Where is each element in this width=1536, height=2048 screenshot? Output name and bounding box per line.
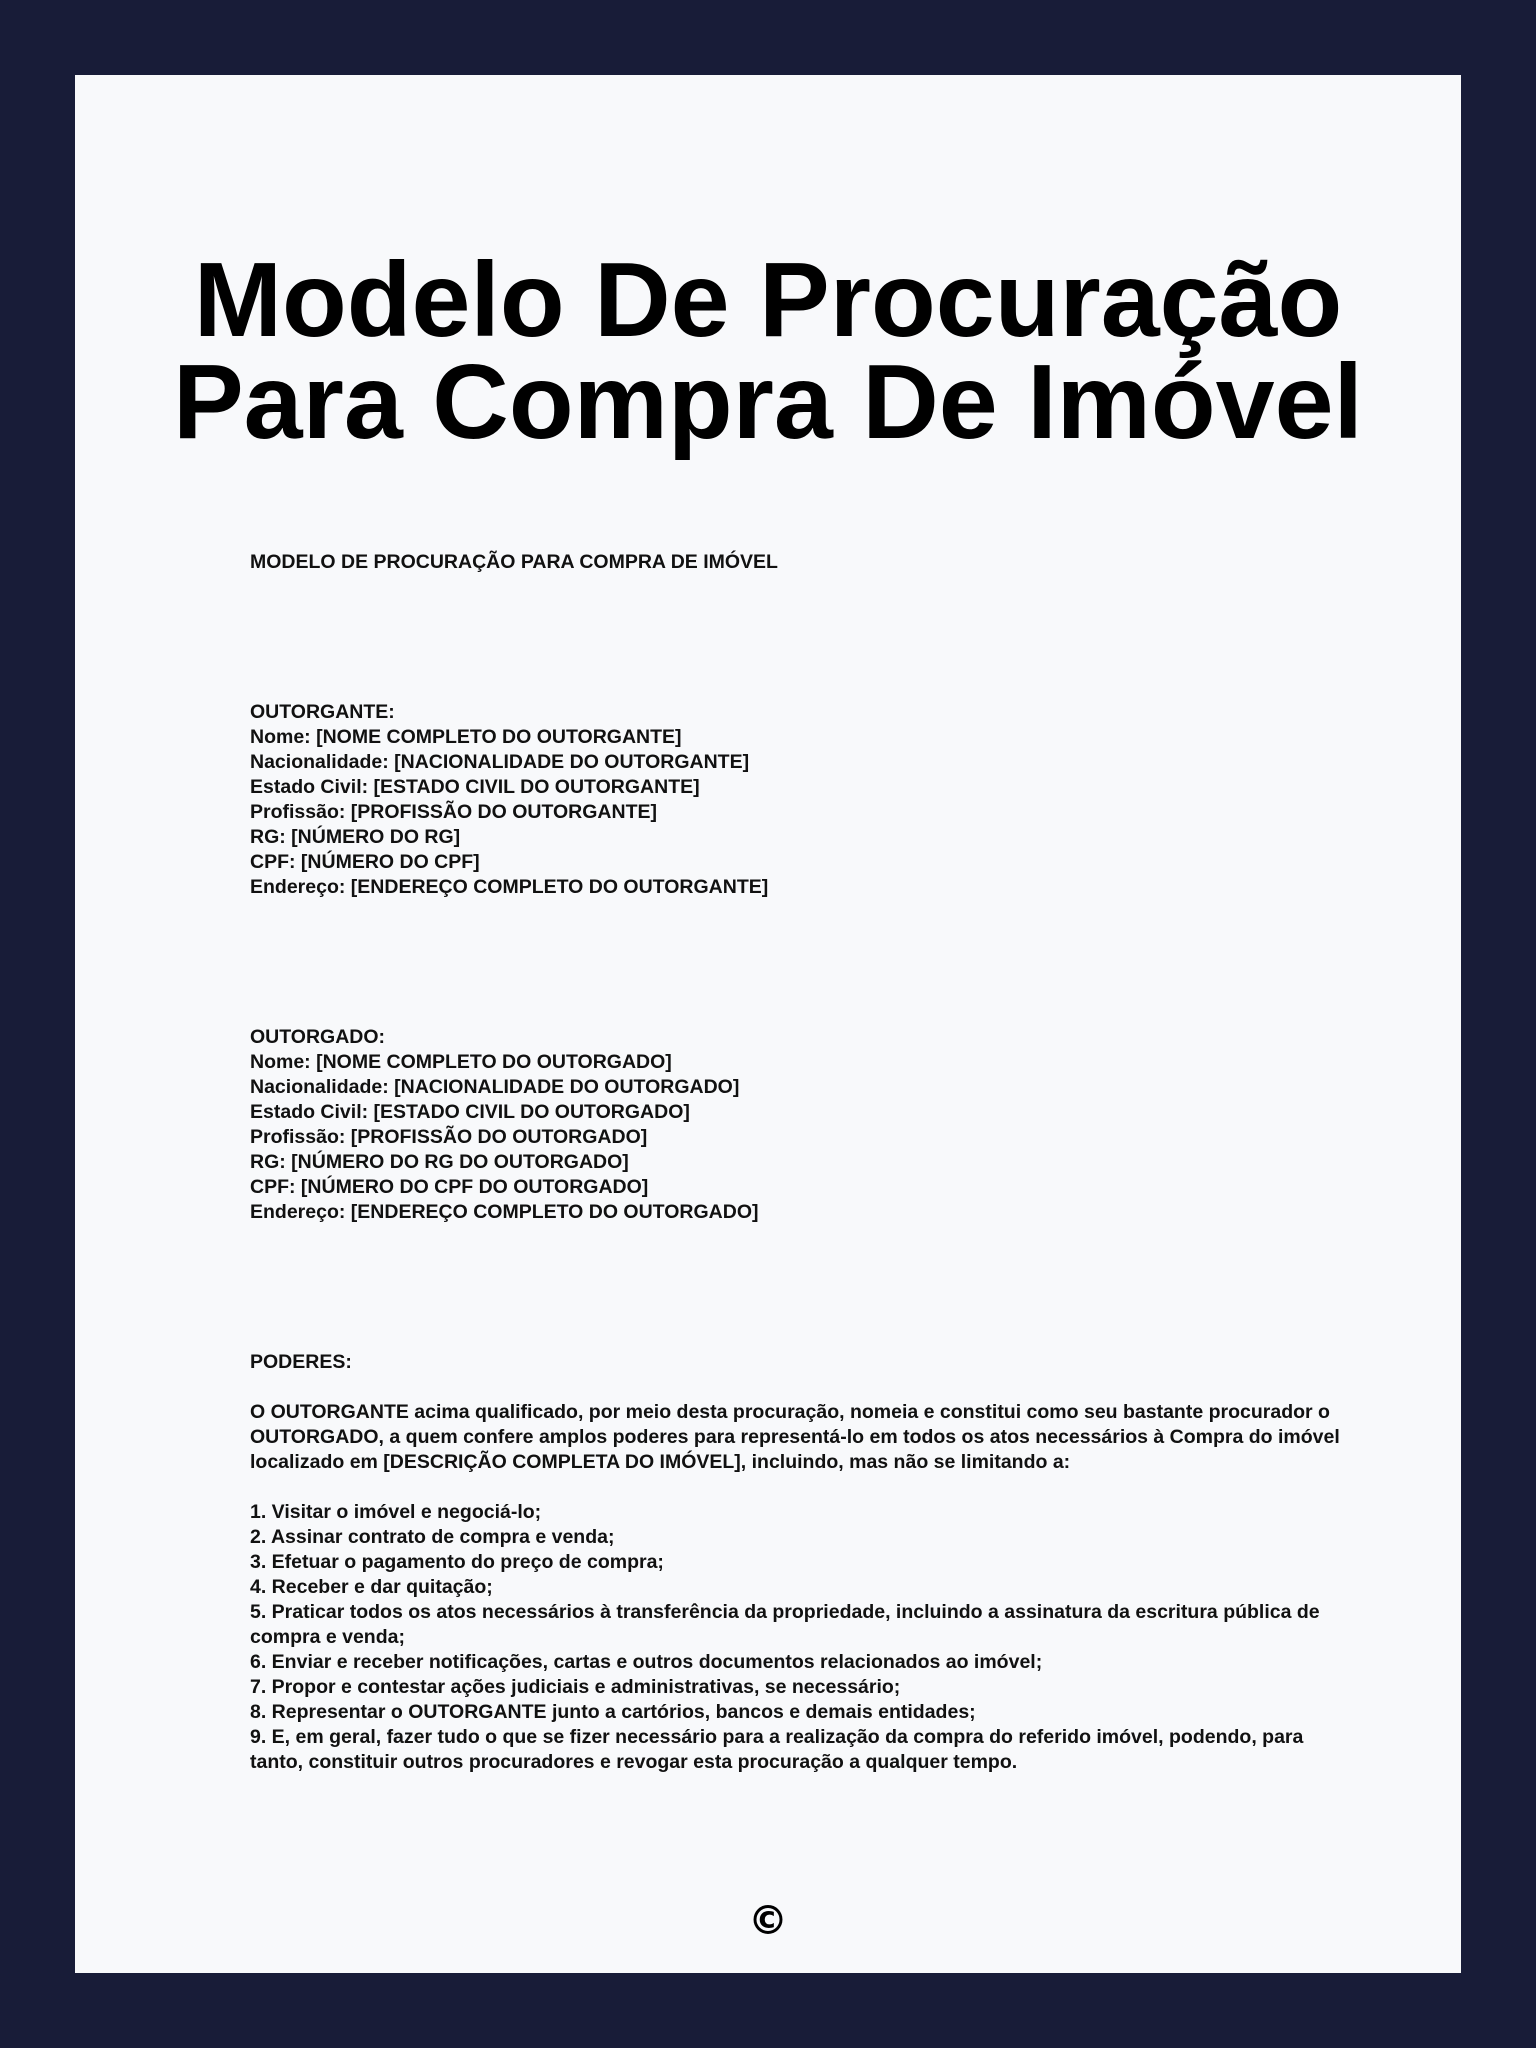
poderes-list-item: 7. Propor e contestar ações judiciais e administrativas, se necessário;	[250, 1676, 901, 1698]
poderes-list-item: 8. Representar o OUTORGANTE junto a cartórios, bancos e demais entidades;	[250, 1701, 976, 1723]
outorgante-field-rg: RG: [NÚMERO DO RG]	[250, 826, 461, 848]
document-page	[75, 75, 1461, 1973]
outorgado-field-marital-status: Estado Civil: [ESTADO CIVIL DO OUTORGADO]	[250, 1101, 690, 1123]
poderes-section	[250, 1350, 1350, 1775]
spacer	[250, 1225, 1350, 1350]
copyright-icon: ©	[748, 1898, 788, 1944]
outorgado-field-name: Nome: [NOME COMPLETO DO OUTORGADO]	[250, 1051, 672, 1073]
outorgante-label: OUTORGANTE:	[250, 701, 395, 723]
poderes-list-item: 2. Assinar contrato de compra e venda;	[250, 1526, 615, 1548]
poderes-list-item: 3. Efetuar o pagamento do preço de compra;	[250, 1551, 664, 1573]
outorgante-field-profession: Profissão: [PROFISSÃO DO OUTORGANTE]	[250, 801, 658, 823]
outorgante-field-marital-status: Estado Civil: [ESTADO CIVIL DO OUTORGANTE]	[250, 776, 700, 798]
outorgado-field-cpf: CPF: [NÚMERO DO CPF DO OUTORGADO]	[250, 1176, 649, 1198]
document-heading: MODELO DE PROCURAÇÃO PARA COMPRA DE IMÓVEL	[250, 551, 778, 573]
outorgante-field-cpf: CPF: [NÚMERO DO CPF]	[250, 851, 480, 873]
spacer	[250, 1475, 1350, 1500]
outorgado-section	[250, 1025, 1350, 1225]
poderes-label: PODERES:	[250, 1351, 352, 1373]
outorgado-field-rg: RG: [NÚMERO DO RG DO OUTORGADO]	[250, 1151, 629, 1173]
poderes-list-item: 4. Receber e dar quitação;	[250, 1576, 493, 1598]
poderes-list-item: 1. Visitar o imóvel e negociá-lo;	[250, 1501, 542, 1523]
outorgado-field-nationality: Nacionalidade: [NACIONALIDADE DO OUTORGADO]	[250, 1076, 740, 1098]
outorgante-field-address: Endereço: [ENDEREÇO COMPLETO DO OUTORGANTE]	[250, 876, 769, 898]
spacer	[250, 900, 1350, 1025]
outorgante-section	[250, 700, 1350, 900]
outorgado-field-address: Endereço: [ENDEREÇO COMPLETO DO OUTORGADO]	[250, 1201, 759, 1223]
poderes-list-item: 6. Enviar e receber notificações, cartas e outros documentos relacionados ao imóvel;	[250, 1651, 1043, 1673]
document-body	[250, 550, 1350, 1775]
outorgante-field-name: Nome: [NOME COMPLETO DO OUTORGANTE]	[250, 726, 682, 748]
outorgado-label: OUTORGADO:	[250, 1026, 386, 1048]
spacer	[250, 1375, 1350, 1400]
poderes-list-item: 5. Praticar todos os atos necessários à transferência da propriedade, incluindo a assinatura da escritura pública de compra e venda;	[250, 1601, 1320, 1648]
outorgado-field-profession: Profissão: [PROFISSÃO DO OUTORGADO]	[250, 1126, 648, 1148]
poderes-list-item: 9. E, em geral, fazer tudo o que se fizer necessário para a realização da compra do referido imóvel, podendo, para tanto, constituir outros procuradores e revogar esta procuração a qualquer tempo.	[250, 1726, 1304, 1773]
page-title: Modelo De Procuração Para Compra De Imóvel	[172, 241, 1363, 461]
spacer	[250, 575, 1350, 700]
outorgante-field-nationality: Nacionalidade: [NACIONALIDADE DO OUTORGANTE]	[250, 751, 750, 773]
poderes-intro: O OUTORGANTE acima qualificado, por meio desta procuração, nomeia e constitui como seu bastante procurador o OUTORGADO, a quem confere amplos poderes para representá-lo em todos os atos necessários à Compra do imóvel localizado em [DESCRIÇÃO COMPLETA DO IMÓVEL], incluindo, mas não se limitando a:	[250, 1401, 1340, 1473]
